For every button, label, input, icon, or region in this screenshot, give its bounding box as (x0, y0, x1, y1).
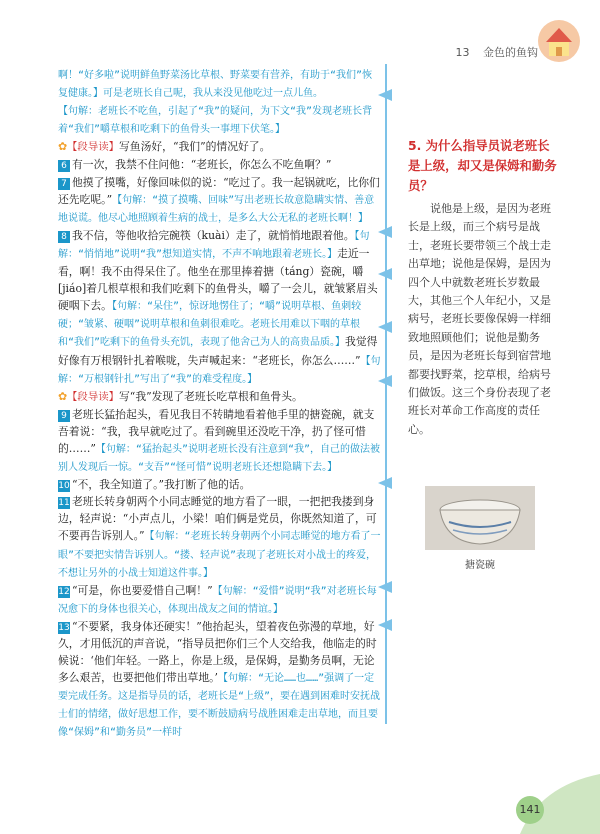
paragraph-5-end (58, 66, 382, 102)
annotation: 啊！“好多啦”说明鲜鱼野菜汤比草根、野菜要有营养，有助于“我们”恢复健康。 (58, 70, 373, 100)
annotation-marker-icon (378, 320, 392, 334)
paragraph-text: 他摸了摸嘴，好像回味似的说：“吃过了。我一起锅就吃，比你们还先吃呢。” (58, 175, 380, 206)
image-caption: 搪瓷碗 (465, 560, 495, 571)
guide-label: 【段导读】 (67, 141, 119, 154)
guide-label: 【段导读】 (67, 390, 119, 403)
paragraph-number: 8 (58, 231, 70, 243)
annotation-marker-icon (378, 88, 392, 102)
paragraph-text: 老班长猛抬起头，看见我目不转睛地看着他手里的搪瓷碗，就支吾着说：“我，我早就吃过了。看到碗里还没吃干净，扔了怪可惜的……” (58, 407, 375, 455)
paragraph-7 (58, 174, 382, 227)
paragraph-6 (58, 156, 382, 173)
paragraph-8 (58, 227, 382, 388)
paragraph-text: 有一次，我禁不住问他：“老班长，你怎么不吃鱼啊？” (72, 158, 332, 172)
paragraph-number: 6 (58, 160, 70, 172)
paragraph-number: 13 (58, 622, 70, 633)
guide-star-icon: ✿ (58, 140, 68, 154)
paragraph-text: 我不信，等他收拾完碗筷（kuài）走了，就悄悄地跟着他。 (72, 228, 355, 242)
annotation-marker-icon (378, 476, 392, 490)
annotation: 【句解：“老班长转身朝两个小同志睡觉的地方看了一眼”不要把实情告诉别人。“搂、轻声说”表现了老班长对小战士的疼爱，不想让另外的小战士知道这件事。】 (58, 531, 381, 579)
annotation: 【句解：“无论……也……”强调了一定要完成任务。这是指导员的话，老班长是“上级”，要在遇到困难时安抚战士们的情绪，做好思想工作，要不断鼓励病号战胜困难走出草地，而且要像“保姆”和“勤务员”一样时 (58, 673, 381, 739)
section-guide (58, 138, 382, 156)
header-chapter-title: 金色的鱼钩 (483, 46, 538, 59)
guide-text: 写鱼汤好，“我们”的情况好了。 (119, 140, 271, 154)
paragraph-9 (58, 406, 382, 476)
question-title: 5. 为什么指导员说老班长是上级，却又是保姆和勤务员？ (408, 138, 557, 193)
paragraph-text: 走近一看，啊！我不由得呆住了。他坐在那里捧着搪（táng）瓷碗，嚼[jiáo]着几根草根和我们吃剩下的鱼骨头，嚼了一会儿，就皱紧眉头硬咽下去。 (58, 246, 378, 313)
enamel-bowl-image (425, 486, 535, 550)
paragraph-number: 10 (58, 481, 70, 492)
annotation: 【句解：“猛抬起头”说明老班长没有注意到“我”，自己的做法被别人发现后一惊。“支吾”“怪可惜”说明老班长还想隐瞒下去。】 (58, 443, 381, 474)
paragraph-number: 7 (58, 178, 70, 190)
paragraph-number: 12 (58, 586, 70, 597)
house-logo-icon (536, 18, 582, 64)
paragraph-text: 老班长转身朝两个小同志睡觉的地方看了一眼，一把把我搂到身边，轻声说：“小声点儿，小梁！咱们俩是党员，你既然知道了，可不要再告诉别人。” (58, 495, 377, 543)
paragraph-text: “不，我全知道了。”我打断了他的话。 (72, 478, 251, 492)
paragraph-number: 9 (58, 410, 70, 422)
paragraph-11 (58, 493, 382, 581)
annotation: 【句解：“摸了摸嘴、回味”写出老班长故意隐瞒实情、善意地说谎。他尽心地照顾着生病的战士，是多么大公无私的老班长啊！】 (58, 194, 375, 224)
annotation-marker-icon (378, 374, 392, 388)
sidebar-question (408, 136, 558, 439)
annotation-marker-icon (378, 267, 392, 281)
annotation: 【句解：“万根钢针扎”写出了“我”的难受程度。】 (58, 355, 381, 385)
main-text-column (58, 66, 382, 742)
annotation: 【句解：“爱惜”说明“我”对老班长每况愈下的身体也很关心，体现出战友之间的情谊。】 (58, 585, 377, 615)
annotation-marker-icon (378, 580, 392, 594)
page-number: 141 (516, 796, 544, 824)
running-header (456, 44, 539, 60)
paragraph-number: 11 (58, 498, 70, 509)
paragraph-text: “可是，你也要爱惜自己啊！” (72, 583, 213, 597)
paragraph-12 (58, 582, 382, 618)
annotation: 【句解：老班长不吃鱼，引起了“我”的疑问，为下文“我”发现老班长背着“我们”嚼草根和吃剩下的鱼骨头一事埋下伏笔。】 (58, 106, 373, 136)
annotation-marker-icon (378, 618, 392, 632)
annotation-marker-icon (378, 225, 392, 239)
guide-star-icon: ✿ (58, 389, 68, 403)
guide-text: 写“我”发现了老班长吃草根和鱼骨头。 (119, 389, 303, 403)
annotation: 【句解：“呆住”，惊讶地愣住了；“嚼”说明草根、鱼刺较硬；“皱紧、硬咽”说明草根和鱼刺很难吃。老班长用难以下咽的草根和“我们”吃剩下的鱼骨头充饥，表现了他舍己为人的高贵品质。】 (58, 301, 362, 349)
annotation: 【句解：“悄悄地”说明“我”想知道实情，不声不响地跟着老班长。】 (58, 230, 370, 260)
paragraph-text: “不要紧，我身体还硬实！”他抬起头，望着夜色弥漫的草地，好久，才用低沉的声音说，“指导员把你们三个人交给我，他临走的时候说：‘他们年轻。一路上，你是上级，是保姆，是勤务员啊，无论多么艰苦，也要把他们带出草地。’ (58, 619, 377, 685)
paragraph-text: 我觉得好像有万根钢针扎着喉咙，失声喊起来：“老班长，你怎么……” (58, 335, 378, 367)
question-answer: 说他是上级，是因为老班长是上级，而三个病号是战士，老班长要带领三个战士走出草地；说他是保姆，是因为四个人中就数老班长岁数最大，其他三个人年纪小，又是病号，老班长要像保姆一样细致地照顾他们；说他是勤务员，是因为老班长每到宿营地都要找野菜，挖草根，给病号们做饭。这三个身份表现了老班长对革命工作高度的责任心。 (408, 202, 551, 436)
annotation-block (58, 102, 382, 138)
header-page-label: 13 (455, 46, 470, 59)
annotation-close: 】可是老班长自己呢，我从来没见他吃过一点儿鱼。 (93, 88, 323, 100)
paragraph-13 (58, 618, 382, 742)
section-guide (58, 388, 382, 406)
paragraph-10 (58, 476, 382, 493)
